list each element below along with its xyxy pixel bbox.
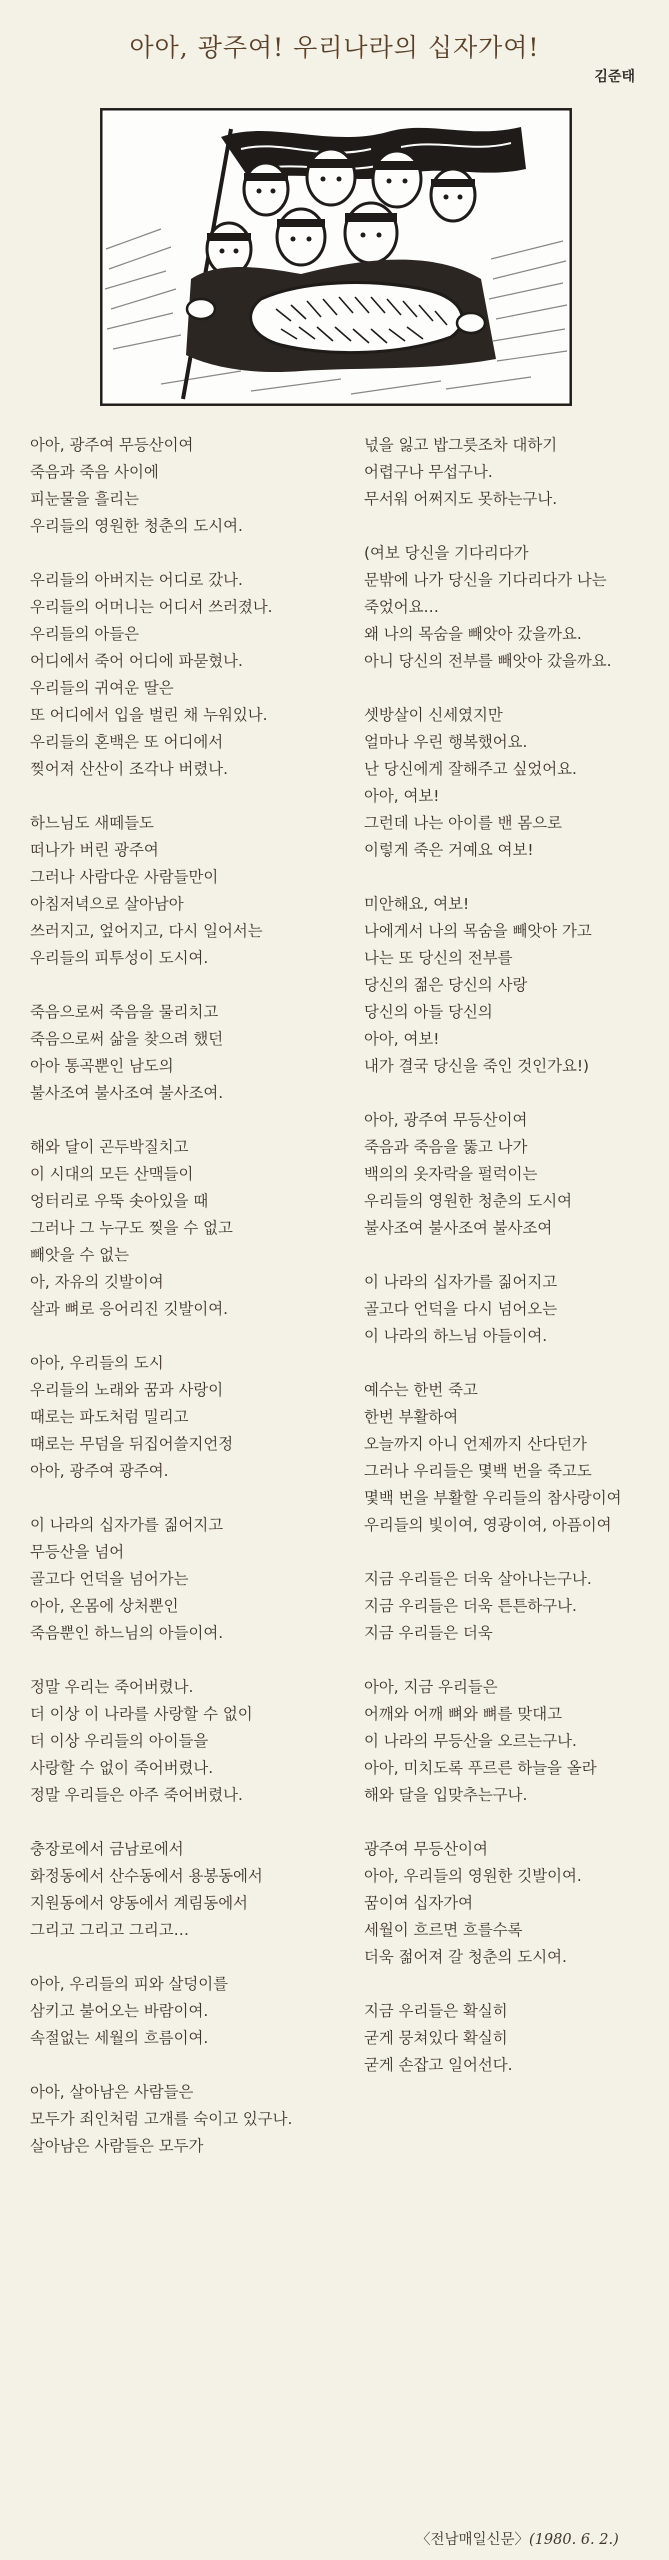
poem-line: 지금 우리들은 더욱 튼튼하구나. [364,1597,577,1615]
poem-line: 떠나가 버린 광주여 [30,841,159,859]
poem-line: 죽음과 죽음을 뚫고 나가 [364,1138,528,1156]
poem-line: 아아, 광주여 광주여. [30,1462,169,1480]
poem-line: 우리들의 피투성이 도시여. [30,949,209,967]
poem-line: 속절없는 세월의 흐름이여. [30,2029,209,2047]
poem-line: 삼키고 불어오는 바람이여. [30,2002,209,2020]
stanza [30,2079,330,2160]
poem-line: 우리들의 아들은 [30,625,139,643]
poem-source [416,2528,619,2549]
poem-line: 광주여 무등산이여 [364,1840,488,1858]
poem-line: 그런데 나는 아이를 밴 몸으로 [364,814,562,832]
poem-line: 우리들의 아버지는 어디로 갔나. [30,571,243,589]
poem-line: 어렵구나 무섭구나. [364,463,493,481]
poem-line: 아아, 광주여 무등산이여 [364,1111,528,1129]
source-date: (1980. 6. 2.) [529,2532,619,2548]
stanza [364,1674,654,1809]
poem-line: 넋을 잃고 밥그릇조차 대하기 [364,436,558,454]
poem-line: 무등산을 넘어 [30,1543,125,1561]
poem-line: 왜 나의 목숨을 빼앗아 갔을까요. [364,625,582,643]
poem-right-column [364,432,654,2106]
stanza [364,1377,654,1539]
stanza [30,810,330,972]
poem-line: 하느님도 새떼들도 [30,814,154,832]
poem-line: 나에게서 나의 목숨을 빼앗아 가고 [364,922,592,940]
poem-line: 엉터리로 우뚝 솟아있을 때 [30,1192,209,1210]
poem-line: 그러나 우리들은 몇백 번을 죽고도 [364,1462,592,1480]
poem-line: 더욱 젊어져 갈 청춘의 도시여. [364,1948,567,1966]
stanza [364,1269,654,1350]
poem-line: 오늘까지 아니 언제까지 산다던가 [364,1435,587,1453]
poem-line: 불사조여 불사조여 불사조여. [30,1084,224,1102]
poem-line: 정말 우리는 죽어버렸나. [30,1678,194,1696]
poem-line: 아침저녁으로 살아남아 [30,895,184,913]
source-publication: 〈전남매일신문〉 [416,2532,530,2548]
poem-line: 셋방살이 신세였지만 [364,706,503,724]
poem-line: 불사조여 불사조여 불사조여 [364,1219,553,1237]
poem-line: 화정동에서 산수동에서 용봉동에서 [30,1867,263,1885]
stanza [30,567,330,783]
poem-line: 우리들의 노래와 꿈과 사랑이 [30,1381,224,1399]
stanza [364,432,654,513]
poem-line: 죽음뿐인 하느님의 아들이여. [30,1624,224,1642]
poem-line: 죽음과 죽음 사이에 [30,463,159,481]
stanza [364,1107,654,1242]
poem-line: 아아, 광주여 무등산이여 [30,436,194,454]
poem-left-column [30,432,330,2187]
poem-line: 당신의 아들 당신의 [364,1003,493,1021]
poem-line: 해와 달이 곤두박질치고 [30,1138,189,1156]
poem-line: 아아, 우리들의 피와 살덩이를 [30,1975,228,1993]
stanza [364,891,654,1080]
poem-line: 충장로에서 금남로에서 [30,1840,184,1858]
poem-line: 더 이상 우리들의 아이들을 [30,1732,209,1750]
poem-line: 아아, 여보! [364,1030,440,1048]
poem-line: 아아, 우리들의 영원한 깃발이여. [364,1867,582,1885]
poem-line: 우리들의 귀여운 딸은 [30,679,174,697]
poem-line: 아아, 여보! [364,787,440,805]
poem-line: 그러나 그 누구도 찢을 수 없고 [30,1219,233,1237]
poem-line: 해와 달을 입맞추는구나. [364,1786,528,1804]
poem-line: 쓰러지고, 엎어지고, 다시 일어서는 [30,922,263,940]
poem-line: (여보 당신을 기다리다가 [364,544,529,562]
poem-line: 그리고 그리고 그리고… [30,1921,189,1939]
poem-line: 어디에서 죽어 어디에 파묻혔나. [30,652,243,670]
poem-line: 아니 당신의 전부를 빼앗아 갔을까요. [364,652,612,670]
stanza [30,432,330,540]
stanza [364,1998,654,2079]
poem-line: 얼마나 우린 행복했어요. [364,733,528,751]
woodcut-print-icon [101,109,571,405]
poem-line: 찢어져 산산이 조각나 버렸나. [30,760,228,778]
poem-line: 살아남은 사람들은 모두가 [30,2137,204,2155]
poem-line: 세월이 흐르면 흐를수록 [364,1921,523,1939]
poem-line: 한번 부활하여 [364,1408,459,1426]
stanza [30,1350,330,1485]
poem-line: 어깨와 어깨 뼈와 뼈를 맞대고 [364,1705,562,1723]
poem-line: 때로는 무덤을 뒤집어쓸지언정 [30,1435,234,1453]
poem-line: 이렇게 죽은 거예요 여보! [364,841,534,859]
stanza [30,1512,330,1647]
poem-line: 우리들의 영원한 청춘의 도시여 [364,1192,572,1210]
poem-line: 백의의 옷자락을 펄럭이는 [364,1165,538,1183]
poem-line: 굳게 뭉쳐있다 확실히 [364,2029,508,2047]
poem-line: 예수는 한번 죽고 [364,1381,478,1399]
poem-line: 아아, 미치도록 푸르른 하늘을 올라 [364,1759,597,1777]
poem-line: 더 이상 이 나라를 사랑할 수 없이 [30,1705,253,1723]
poem-line: 미안해요, 여보! [364,895,470,913]
poem-line: 몇백 번을 부활할 우리들의 참사랑이여 [364,1489,622,1507]
poem-line: 사랑할 수 없이 죽어버렸나. [30,1759,214,1777]
stanza [364,1566,654,1647]
poem-line: 우리들의 어머니는 어디서 쓰러졌나. [30,598,273,616]
stanza [30,1836,330,1944]
poem-line: 아아, 지금 우리들은 [364,1678,498,1696]
stanza [30,1134,330,1323]
poem-line: 정말 우리들은 아주 죽어버렸나. [30,1786,243,1804]
poem-title: 아아, 광주여! 우리나라의 십자가여! [129,33,540,62]
poem-line: 이 나라의 십자가를 짊어지고 [364,1273,558,1291]
poem-line: 아, 자유의 깃발이여 [30,1273,164,1291]
poem-line: 우리들의 영원한 청춘의 도시여. [30,517,243,535]
poem-line: 죽었어요… [364,598,439,616]
poem-line: 이 나라의 십자가를 짊어지고 [30,1516,224,1534]
poem-line: 문밖에 나가 당신을 기다리다가 나는 [364,571,607,589]
woodcut-illustration [100,108,572,406]
stanza [30,999,330,1107]
poem-line: 살과 뼈로 응어리진 깃발이여. [30,1300,228,1318]
poem-line: 지금 우리들은 더욱 [364,1624,493,1642]
poem-line: 골고다 언덕을 넘어가는 [30,1570,189,1588]
poem-line: 죽음으로써 삶을 찾으려 했던 [30,1030,224,1048]
stanza [364,540,654,675]
poem-line: 아아, 살아남은 사람들은 [30,2083,194,2101]
poem-line: 이 시대의 모든 산맥들이 [30,1165,194,1183]
stanza [364,702,654,864]
poem-line: 나는 또 당신의 전부를 [364,949,513,967]
poem-line: 아아, 온몸에 상처뿐인 [30,1597,179,1615]
poem-line: 굳게 손잡고 일어선다. [364,2056,513,2074]
poem-line: 지금 우리들은 더욱 살아나는구나. [364,1570,592,1588]
poem-line: 지원동에서 양동에서 계림동에서 [30,1894,248,1912]
poem-line: 우리들의 혼백은 또 어디에서 [30,733,224,751]
poem-line: 당신의 젊은 당신의 사랑 [364,976,528,994]
stanza [30,1674,330,1809]
poem-line: 모두가 죄인처럼 고개를 숙이고 있구나. [30,2110,293,2128]
poem-line: 지금 우리들은 확실히 [364,2002,508,2020]
poem-line: 아아 통곡뿐인 남도의 [30,1057,174,1075]
poem-line: 골고다 언덕을 다시 넘어오는 [364,1300,558,1318]
poem-line: 꿈이여 십자가여 [364,1894,473,1912]
poem-line: 무서워 어쩌지도 못하는구나. [364,490,558,508]
poem-line: 빼앗을 수 없는 [30,1246,129,1264]
poem-line: 또 어디에서 입을 벌린 채 누워있나. [30,706,268,724]
poem-line: 그러나 사람다운 사람들만이 [30,868,219,886]
poem-line: 때로는 파도처럼 밀리고 [30,1408,189,1426]
poem-line: 난 당신에게 잘해주고 싶었어요. [364,760,577,778]
poem-line: 이 나라의 무등산을 오르는구나. [364,1732,577,1750]
poem-line: 죽음으로써 죽음을 물리치고 [30,1003,219,1021]
poem-line: 내가 결국 당신을 죽인 것인가요!) [364,1057,590,1075]
stanza [30,1971,330,2052]
poem-line: 이 나라의 하느님 아들이여. [364,1327,548,1345]
poem-line: 우리들의 빛이여, 영광이여, 아픔이여 [364,1516,612,1534]
stanza [364,1836,654,1971]
poem-line: 피눈물을 흘리는 [30,490,139,508]
poem-line: 아아, 우리들의 도시 [30,1354,164,1372]
poem-author: 김준태 [594,69,635,85]
